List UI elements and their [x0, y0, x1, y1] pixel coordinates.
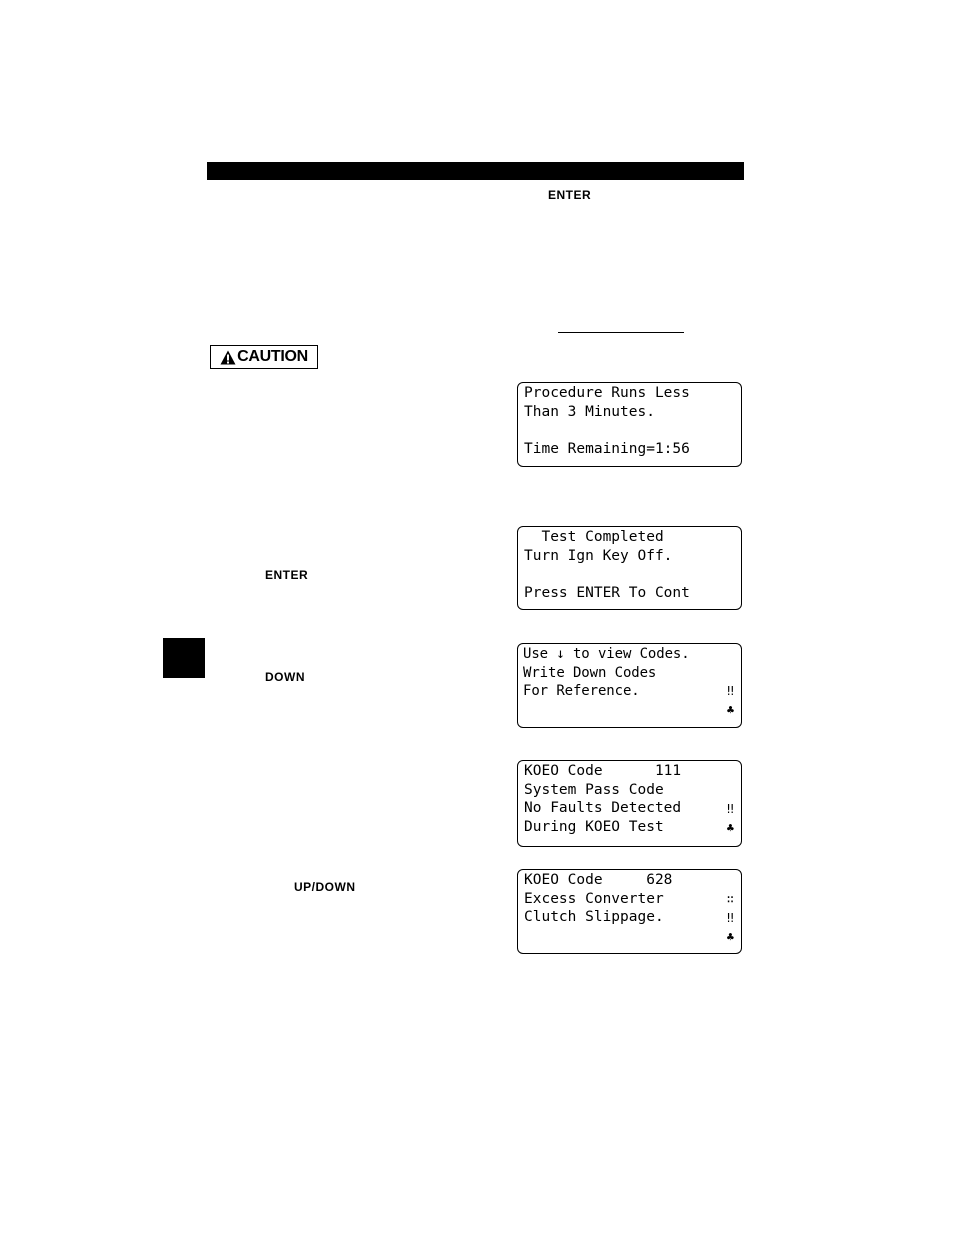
section-header-bar	[207, 162, 744, 180]
scroll-down-icon: ♣	[726, 930, 734, 944]
lcd-line: Turn Ign Key Off.	[524, 547, 673, 564]
lcd-line: For Reference.	[523, 683, 640, 700]
scroll-up-icon: ‼	[726, 802, 734, 816]
lcd-line	[524, 565, 741, 584]
lcd-line: Press ENTER To Cont	[524, 584, 690, 601]
lcd-line: Clutch Slippage.	[524, 909, 664, 926]
lcd-line: Procedure Runs Less	[524, 385, 690, 401]
lcd-screen-koeo-628	[517, 869, 742, 954]
lcd-line: Use ↓ to view Codes.	[523, 646, 690, 662]
lcd-screen-koeo-111	[517, 760, 742, 847]
lcd-screen-view-codes	[517, 643, 742, 728]
lcd-line: Time Remaining=1:56	[524, 440, 690, 457]
section-tab-marker	[163, 638, 205, 678]
lcd-line: Excess Converter	[524, 890, 664, 907]
lcd-line: During KOEO Test	[524, 818, 664, 835]
lcd-screen-test-completed	[517, 526, 742, 610]
scroll-down-icon: ♣	[726, 703, 734, 717]
lcd-line: Test Completed	[524, 529, 664, 545]
caution-box	[210, 345, 318, 369]
lcd-line: KOEO Code 111	[524, 763, 682, 779]
lcd-line	[524, 927, 741, 946]
lcd-line: No Faults Detected	[524, 800, 682, 817]
info-icon: ∷	[726, 892, 734, 906]
lcd-line: Than 3 Minutes.	[524, 403, 655, 420]
down-key-label: DOWN	[265, 670, 305, 684]
underline-rule	[558, 332, 684, 333]
caution-label: CAUTION	[237, 348, 308, 365]
lcd-screen-procedure	[517, 382, 742, 467]
up-down-key-label: UP/DOWN	[294, 880, 356, 894]
lcd-line	[523, 701, 741, 720]
enter-key-label: ENTER	[265, 568, 309, 582]
scroll-down-icon: ♣	[726, 821, 734, 835]
lcd-line: Write Down Codes	[523, 664, 657, 681]
scroll-up-icon: ‼	[726, 684, 734, 698]
enter-key-label-top: ENTER	[548, 188, 592, 202]
scroll-up-icon: ‼	[726, 911, 734, 925]
lcd-line: System Pass Code	[524, 781, 664, 798]
warning-triangle-icon	[220, 350, 236, 365]
lcd-line	[524, 421, 741, 440]
lcd-line: KOEO Code 628	[524, 872, 673, 888]
